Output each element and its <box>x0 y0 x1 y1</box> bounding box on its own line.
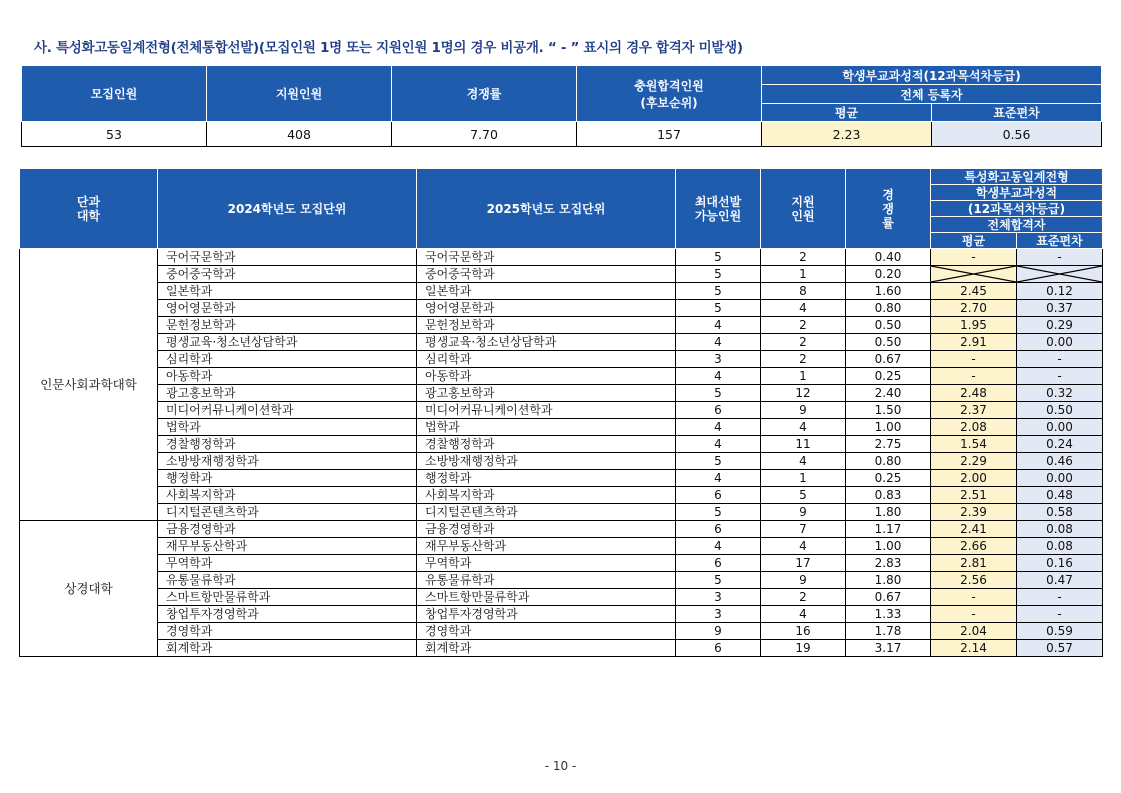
table-row <box>20 521 1103 538</box>
applicant-count: 1 <box>761 470 846 487</box>
header-ratio-char1: 경 <box>882 187 894 202</box>
grade-avg: 2.14 <box>931 640 1017 657</box>
grade-std: 0.00 <box>1017 334 1103 351</box>
header-ratio-char3: 률 <box>882 215 894 230</box>
max-selection: 5 <box>676 266 761 283</box>
table-row <box>20 317 1103 334</box>
unit-2025: 문헌정보학과 <box>417 317 676 334</box>
competition-ratio: 2.40 <box>846 385 931 402</box>
summary-header-registered: 전체 등록자 <box>762 85 1102 104</box>
table-row <box>20 555 1103 572</box>
college-name: 상경대학 <box>20 521 158 657</box>
table-row <box>20 436 1103 453</box>
header-college <box>20 169 158 249</box>
applicant-count: 8 <box>761 283 846 300</box>
applicant-count: 9 <box>761 504 846 521</box>
unit-2024: 일본학과 <box>158 283 417 300</box>
max-selection: 6 <box>676 555 761 572</box>
unit-2024: 디지털콘텐츠학과 <box>158 504 417 521</box>
unit-2025: 스마트항만물류학과 <box>417 589 676 606</box>
table-row <box>20 572 1103 589</box>
summary-header-applicants: 지원인원 <box>207 66 392 122</box>
summary-value-avg: 2.23 <box>762 122 932 147</box>
table-row <box>20 249 1103 266</box>
unit-2024: 금융경영학과 <box>158 521 417 538</box>
summary-header-grade-group: 학생부교과성적(12과목석차등급) <box>762 66 1102 85</box>
max-selection: 4 <box>676 368 761 385</box>
summary-value-waitlist: 157 <box>577 122 762 147</box>
grade-std: 0.24 <box>1017 436 1103 453</box>
unit-2025: 사회복지학과 <box>417 487 676 504</box>
grade-avg: 2.45 <box>931 283 1017 300</box>
unit-2025: 광고홍보학과 <box>417 385 676 402</box>
unit-2025: 경영학과 <box>417 623 676 640</box>
grade-std: 0.46 <box>1017 453 1103 470</box>
max-selection: 4 <box>676 470 761 487</box>
grade-std: 0.32 <box>1017 385 1103 402</box>
unit-2024: 영어영문학과 <box>158 300 417 317</box>
unit-2025: 중어중국학과 <box>417 266 676 283</box>
applicant-count: 12 <box>761 385 846 402</box>
header-college-line1: 단과 <box>76 194 101 209</box>
unit-2024: 사회복지학과 <box>158 487 417 504</box>
table-row <box>20 351 1103 368</box>
grade-avg: 2.70 <box>931 300 1017 317</box>
header-unit-2025: 2025학년도 모집단위 <box>417 169 676 249</box>
competition-ratio: 0.50 <box>846 317 931 334</box>
grade-avg: 2.66 <box>931 538 1017 555</box>
max-selection: 6 <box>676 640 761 657</box>
unit-2025: 일본학과 <box>417 283 676 300</box>
max-selection: 3 <box>676 351 761 368</box>
competition-ratio: 0.40 <box>846 249 931 266</box>
max-selection: 3 <box>676 606 761 623</box>
grade-avg: 1.54 <box>931 436 1017 453</box>
summary-value-std: 0.56 <box>932 122 1102 147</box>
table-row <box>20 589 1103 606</box>
grade-std: 0.47 <box>1017 572 1103 589</box>
table-row <box>20 283 1103 300</box>
grade-avg: - <box>931 249 1017 266</box>
grade-std: 0.00 <box>1017 470 1103 487</box>
applicant-count: 17 <box>761 555 846 572</box>
table-row <box>20 334 1103 351</box>
grade-avg: 2.48 <box>931 385 1017 402</box>
unit-2024: 무역학과 <box>158 555 417 572</box>
grade-avg: 2.37 <box>931 402 1017 419</box>
hidden-cross-icon <box>931 266 1016 282</box>
max-selection: 5 <box>676 300 761 317</box>
applicant-count: 7 <box>761 521 846 538</box>
grade-avg: 2.08 <box>931 419 1017 436</box>
summary-header-waitlist-line1: 충원합격인원 <box>634 78 704 93</box>
applicant-count: 2 <box>761 589 846 606</box>
table-row <box>20 402 1103 419</box>
summary-header-waitlist-line2: (후보순위) <box>640 95 698 110</box>
unit-2025: 디지털콘텐츠학과 <box>417 504 676 521</box>
header-max-line2: 가능인원 <box>694 208 742 223</box>
unit-2024: 경찰행정학과 <box>158 436 417 453</box>
applicant-count: 11 <box>761 436 846 453</box>
competition-ratio: 1.33 <box>846 606 931 623</box>
max-selection: 4 <box>676 334 761 351</box>
table-row <box>20 538 1103 555</box>
applicant-count: 4 <box>761 419 846 436</box>
max-selection: 4 <box>676 538 761 555</box>
header-track: 특성화고동일계전형 <box>931 169 1103 185</box>
unit-2025: 유통물류학과 <box>417 572 676 589</box>
applicant-count: 16 <box>761 623 846 640</box>
unit-2024: 심리학과 <box>158 351 417 368</box>
competition-ratio: 1.80 <box>846 504 931 521</box>
unit-2025: 소방방재행정학과 <box>417 453 676 470</box>
unit-2024: 국어국문학과 <box>158 249 417 266</box>
grade-std: 0.29 <box>1017 317 1103 334</box>
table-row <box>20 300 1103 317</box>
table-row <box>20 623 1103 640</box>
applicant-count: 4 <box>761 453 846 470</box>
max-selection: 4 <box>676 317 761 334</box>
applicant-count: 2 <box>761 351 846 368</box>
table-row <box>20 385 1103 402</box>
grade-std: 0.08 <box>1017 521 1103 538</box>
header-max-line1: 최대선발 <box>694 194 742 209</box>
table-row <box>20 640 1103 657</box>
table-row <box>20 470 1103 487</box>
grade-avg <box>931 266 1017 283</box>
competition-ratio: 1.00 <box>846 538 931 555</box>
grade-std: - <box>1017 351 1103 368</box>
results-body <box>20 249 1103 657</box>
summary-header-ratio: 경쟁률 <box>392 66 577 122</box>
grade-avg: 2.41 <box>931 521 1017 538</box>
grade-avg: - <box>931 589 1017 606</box>
table-row <box>20 266 1103 283</box>
unit-2025: 국어국문학과 <box>417 249 676 266</box>
table-row <box>20 487 1103 504</box>
summary-value-ratio: 7.70 <box>392 122 577 147</box>
max-selection: 5 <box>676 572 761 589</box>
header-all-admitted: 전체합격자 <box>931 217 1103 233</box>
header-avg: 평균 <box>931 233 1017 249</box>
grade-std: - <box>1017 368 1103 385</box>
summary-header-avg: 평균 <box>762 104 932 122</box>
unit-2024: 소방방재행정학과 <box>158 453 417 470</box>
competition-ratio: 0.67 <box>846 589 931 606</box>
competition-ratio: 0.50 <box>846 334 931 351</box>
competition-ratio: 0.20 <box>846 266 931 283</box>
applicant-count: 5 <box>761 487 846 504</box>
table-row <box>20 453 1103 470</box>
table-row <box>20 504 1103 521</box>
header-max <box>676 169 761 249</box>
unit-2025: 무역학과 <box>417 555 676 572</box>
competition-ratio: 3.17 <box>846 640 931 657</box>
max-selection: 3 <box>676 589 761 606</box>
max-selection: 6 <box>676 521 761 538</box>
unit-2025: 미디어커뮤니케이션학과 <box>417 402 676 419</box>
applicant-count: 1 <box>761 266 846 283</box>
applicant-count: 4 <box>761 606 846 623</box>
grade-std <box>1017 266 1103 283</box>
unit-2025: 행정학과 <box>417 470 676 487</box>
table-row <box>20 606 1103 623</box>
unit-2025: 창업투자경영학과 <box>417 606 676 623</box>
grade-std: 0.50 <box>1017 402 1103 419</box>
applicant-count: 2 <box>761 317 846 334</box>
unit-2025: 아동학과 <box>417 368 676 385</box>
applicant-count: 2 <box>761 334 846 351</box>
grade-std: - <box>1017 249 1103 266</box>
grade-avg: - <box>931 368 1017 385</box>
summary-value-applicants: 408 <box>207 122 392 147</box>
grade-std: 0.48 <box>1017 487 1103 504</box>
competition-ratio: 1.17 <box>846 521 931 538</box>
grade-avg: - <box>931 351 1017 368</box>
applicant-count: 9 <box>761 572 846 589</box>
grade-avg: 2.00 <box>931 470 1017 487</box>
unit-2024: 유통물류학과 <box>158 572 417 589</box>
header-std: 표준편차 <box>1017 233 1103 249</box>
unit-2024: 미디어커뮤니케이션학과 <box>158 402 417 419</box>
max-selection: 5 <box>676 504 761 521</box>
unit-2024: 법학과 <box>158 419 417 436</box>
competition-ratio: 0.80 <box>846 453 931 470</box>
unit-2024: 중어중국학과 <box>158 266 417 283</box>
college-name: 인문사회과학대학 <box>20 249 158 521</box>
grade-avg: 2.39 <box>931 504 1017 521</box>
applicant-count: 1 <box>761 368 846 385</box>
table-row <box>20 419 1103 436</box>
grade-avg: 2.51 <box>931 487 1017 504</box>
grade-avg: 1.95 <box>931 317 1017 334</box>
summary-value-quota: 53 <box>22 122 207 147</box>
max-selection: 6 <box>676 487 761 504</box>
max-selection: 4 <box>676 436 761 453</box>
max-selection: 9 <box>676 623 761 640</box>
applicant-count: 4 <box>761 300 846 317</box>
grade-avg: 2.56 <box>931 572 1017 589</box>
grade-std: - <box>1017 589 1103 606</box>
applicant-count: 19 <box>761 640 846 657</box>
max-selection: 6 <box>676 402 761 419</box>
unit-2024: 회계학과 <box>158 640 417 657</box>
summary-table <box>21 65 1102 147</box>
unit-2025: 재무부동산학과 <box>417 538 676 555</box>
applicant-count: 4 <box>761 538 846 555</box>
unit-2024: 경영학과 <box>158 623 417 640</box>
grade-std: 0.08 <box>1017 538 1103 555</box>
unit-2024: 광고홍보학과 <box>158 385 417 402</box>
grade-avg: 2.04 <box>931 623 1017 640</box>
competition-ratio: 0.80 <box>846 300 931 317</box>
unit-2025: 심리학과 <box>417 351 676 368</box>
grade-std: 0.58 <box>1017 504 1103 521</box>
grade-avg: - <box>931 606 1017 623</box>
unit-2024: 재무부동산학과 <box>158 538 417 555</box>
table-row <box>20 368 1103 385</box>
max-selection: 4 <box>676 419 761 436</box>
grade-std: - <box>1017 606 1103 623</box>
unit-2025: 법학과 <box>417 419 676 436</box>
unit-2024: 평생교육·청소년상담학과 <box>158 334 417 351</box>
competition-ratio: 0.25 <box>846 470 931 487</box>
header-applicants <box>761 169 846 249</box>
grade-std: 0.16 <box>1017 555 1103 572</box>
unit-2024: 창업투자경영학과 <box>158 606 417 623</box>
summary-header-waitlist <box>577 66 762 122</box>
summary-header-quota: 모집인원 <box>22 66 207 122</box>
grade-avg: 2.81 <box>931 555 1017 572</box>
max-selection: 5 <box>676 283 761 300</box>
results-table <box>19 168 1103 657</box>
header-ratio-char2: 쟁 <box>882 201 894 216</box>
competition-ratio: 1.80 <box>846 572 931 589</box>
header-applicants-line1: 지원 <box>791 194 815 209</box>
applicant-count: 9 <box>761 402 846 419</box>
header-unit-2024: 2024학년도 모집단위 <box>158 169 417 249</box>
page-number: - 10 - <box>544 759 577 773</box>
grade-std: 0.12 <box>1017 283 1103 300</box>
page-title: 사. 특성화고동일계전형(전체통합선발)(모집인원 1명 또는 지원인원 1명의 경우 비공개. “ - ” 표시의 경우 합격자 미발생) <box>34 40 743 56</box>
competition-ratio: 0.25 <box>846 368 931 385</box>
unit-2024: 아동학과 <box>158 368 417 385</box>
unit-2025: 금융경영학과 <box>417 521 676 538</box>
competition-ratio: 1.78 <box>846 623 931 640</box>
competition-ratio: 0.67 <box>846 351 931 368</box>
max-selection: 5 <box>676 385 761 402</box>
competition-ratio: 0.83 <box>846 487 931 504</box>
competition-ratio: 1.00 <box>846 419 931 436</box>
unit-2025: 회계학과 <box>417 640 676 657</box>
summary-header-std: 표준편차 <box>932 104 1102 122</box>
competition-ratio: 1.50 <box>846 402 931 419</box>
max-selection: 5 <box>676 249 761 266</box>
grade-std: 0.57 <box>1017 640 1103 657</box>
unit-2025: 영어영문학과 <box>417 300 676 317</box>
unit-2024: 문헌정보학과 <box>158 317 417 334</box>
applicant-count: 2 <box>761 249 846 266</box>
unit-2025: 평생교육·청소년상담학과 <box>417 334 676 351</box>
header-college-line2: 대학 <box>76 208 101 223</box>
header-grade-line2: (12과목석차등급) <box>931 201 1103 217</box>
max-selection: 5 <box>676 453 761 470</box>
grade-avg: 2.91 <box>931 334 1017 351</box>
unit-2025: 경찰행정학과 <box>417 436 676 453</box>
grade-avg: 2.29 <box>931 453 1017 470</box>
header-applicants-line2: 인원 <box>791 208 815 223</box>
header-ratio <box>846 169 931 249</box>
unit-2024: 스마트항만물류학과 <box>158 589 417 606</box>
hidden-cross-icon <box>1017 266 1102 282</box>
unit-2024: 행정학과 <box>158 470 417 487</box>
header-grade-line1: 학생부교과성적 <box>931 185 1103 201</box>
competition-ratio: 2.75 <box>846 436 931 453</box>
competition-ratio: 1.60 <box>846 283 931 300</box>
grade-std: 0.59 <box>1017 623 1103 640</box>
grade-std: 0.00 <box>1017 419 1103 436</box>
competition-ratio: 2.83 <box>846 555 931 572</box>
grade-std: 0.37 <box>1017 300 1103 317</box>
